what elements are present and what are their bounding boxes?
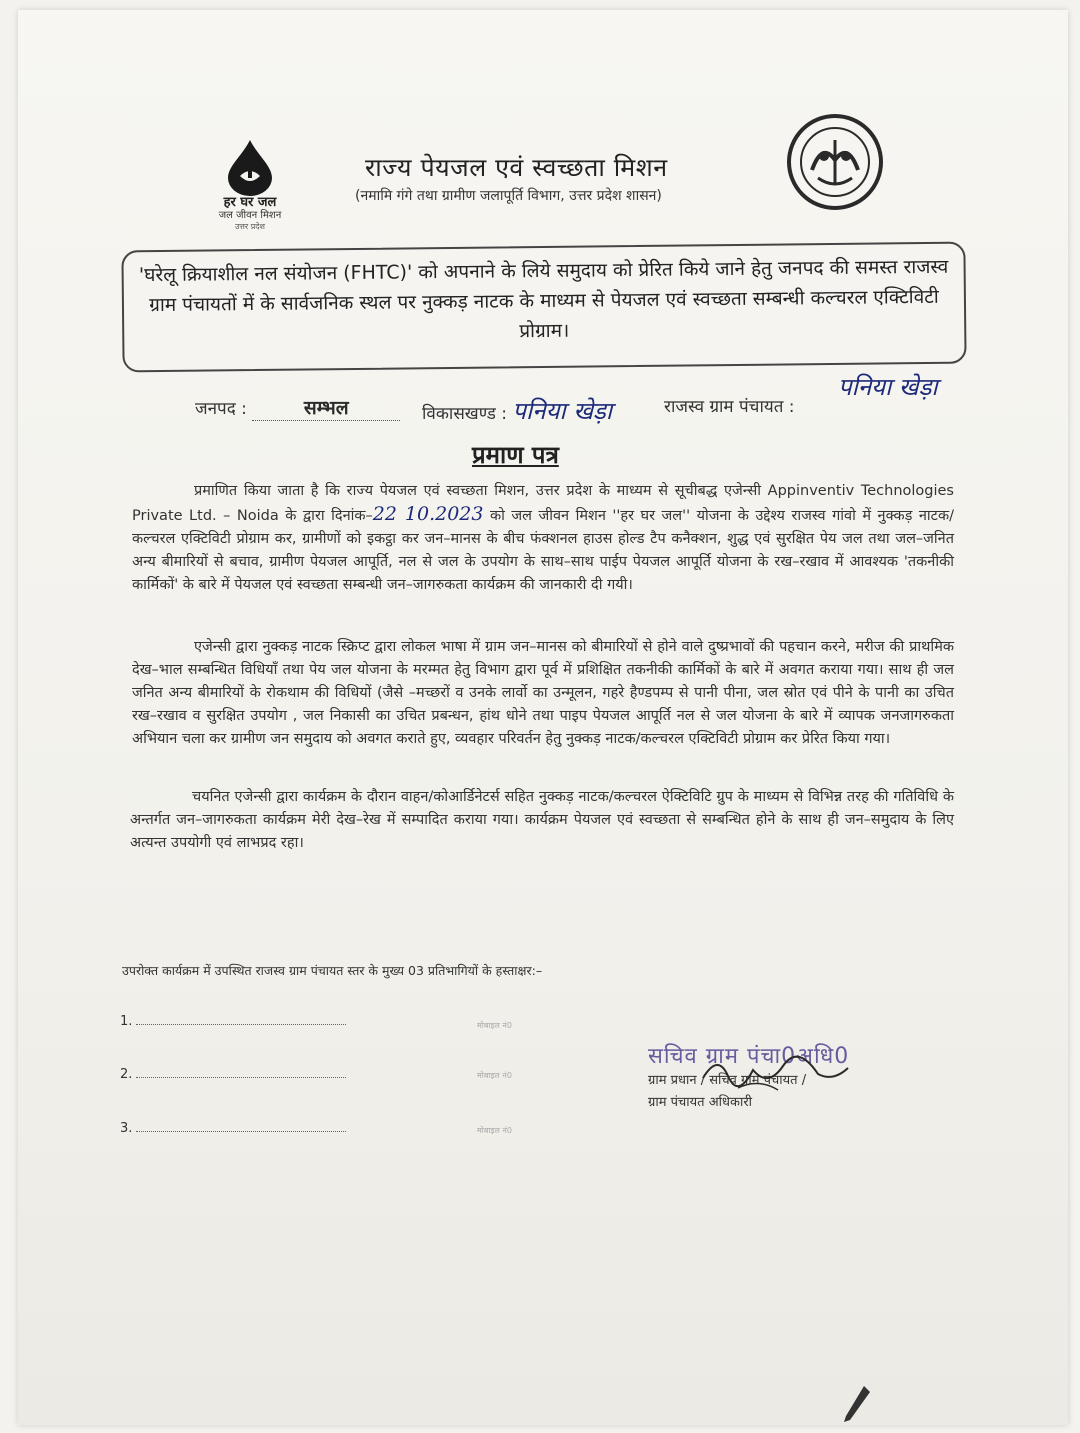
signature-number-2: 2.	[120, 1067, 133, 1082]
up-emblem-icon	[782, 112, 888, 212]
paragraph-1-text-b: को जल जीवन मिशन ''हर घर जल'' योजना के उद्देश्य राजस्व गांवो में नुक्कड़ नाटक/कल्चरल एक्टिविटी प्रोग्राम कर, ग्रामीणों को इकट्ठा कर जन–मानस के बीच फंक्शनल हाउस होल्ड टैप कनैक्शन, शुद्ध एवं सुरक्षित पेय जल तथा जल–जनित अन्य बीमारियों से बचाव, ग्रामीण पेयजल आपूर्ति, नल से जल के उपयोग के साथ–साथ पाईप पेयजल आपूर्ति योजना के रख–रखाव में आवश्यक 'तकनीकी कार्मिकों' के बारे में पेयजल एवं स्वच्छता सम्बन्धी जन–जागरुकता कार्यक्रम की जानकारी दी गयी।	[132, 508, 954, 593]
water-drop-icon	[220, 138, 280, 196]
panchayat-field	[664, 394, 795, 417]
signature-line-2	[120, 1067, 346, 1082]
district-value: सम्भल	[303, 397, 349, 419]
up-government-seal	[782, 112, 888, 216]
district-label: जनपद :	[195, 399, 247, 419]
logo-text-1: हर घर जल	[223, 195, 277, 210]
signature-line-1	[120, 1014, 346, 1029]
mobile-label-1: मोबाइल नं0	[477, 1021, 512, 1030]
header-title: राज्य पेयजल एवं स्वच्छता मिशन	[365, 153, 668, 182]
certificate-title: प्रमाण पत्र	[472, 441, 559, 469]
program-banner	[121, 242, 966, 373]
paragraph-3	[130, 786, 954, 855]
block-field	[422, 394, 612, 427]
pen-tip-icon	[842, 1384, 872, 1424]
mobile-label-2: मोबाइल नं0	[477, 1071, 512, 1080]
district-value-line	[252, 394, 400, 421]
official-stamp	[648, 1040, 908, 1114]
handwritten-date: 22 10.2023	[372, 503, 484, 525]
paragraph-2-text: एजेन्सी द्वारा नुक्कड़ नाटक स्क्रिप्ट द्वारा लोकल भाषा में ग्राम जन–मानस को बीमारियों से होने वाले दुष्प्रभावों की पहचान करने, मरीज की प्राथमिक देख–भाल सम्बन्धित विधियाँ तथा पेय जल योजना के मरम्मत हेतु विभाग द्वारा पूर्व में प्रशिक्षित तकनीकी कार्मिकों के बारे में अवगत कराया गया। साथ ही जल जनित अन्य बीमारियों के रोकथाम की विधियों (जैसे –मच्छरों व उनके लार्वो का उन्मूलन, गहरे हैण्डपम्प से पानी पीना, जल स्रोत एवं पीने के पानी का उचित रख–रखाव व सुरक्षित उपयोग , जल निकासी का उचित प्रबन्धन, हांथ धोने तथा पाइप पेयजल आपूर्ति नल से जल योजना के बारे में व्यापक जनजागरुकता अभियान चला कर ग्रामीण जन समुदाय को अवगत कराते हुए, व्यवहार परिवर्तन हेतु नुक्कड़ नाटक/कल्चरल एक्टिविटी प्रोग्राम कर प्रेरित किया गया।	[132, 639, 954, 747]
paragraph-1	[132, 480, 954, 597]
panchayat-value: पनिया खेड़ा	[838, 373, 938, 401]
stamp-line-2: ग्राम प्रधान / सचिव ग्राम पंचायत /	[648, 1073, 807, 1088]
har-ghar-jal-logo	[205, 138, 295, 232]
signature-number-3: 3.	[120, 1121, 133, 1136]
mobile-label-3: मोबाइल नं0	[477, 1126, 512, 1135]
logo-text-2: जल जीवन मिशन	[218, 210, 282, 221]
header-subtitle: (नमामि गंगे तथा ग्रामीण जलापूर्ति विभाग, उत्तर प्रदेश शासन)	[355, 188, 662, 204]
stamp-line-1: सचिव ग्राम पंचा0अधि0	[648, 1044, 850, 1069]
signature-line-3	[120, 1121, 346, 1136]
district-field	[195, 394, 400, 421]
stamp-line-3: ग्राम पंचायत अधिकारी	[648, 1095, 753, 1110]
handwritten-signature	[698, 1048, 858, 1098]
signature-number-1: 1.	[120, 1014, 133, 1029]
logo-text-3: उत्तर प्रदेश	[235, 222, 265, 231]
block-value: पनिया खेड़ा	[512, 397, 613, 425]
paragraph-3-text: चयनित एजेन्सी द्वारा कार्यक्रम के दौरान वाहन/कोआर्डिनेटर्स सहित नुक्कड़ नाटक/कल्चरल ऐक्टिविटि ग्रुप के माध्यम से विभिन्न तरह की गतिविधि के अन्तर्गत जन–जागरुकता कार्यक्रम मेरी देख–रेख में सम्पादित कराया गया। कार्यक्रम पेयजल एवं स्वच्छता से सम्बन्धित होने के साथ ही जन–समुदाय के लिए अत्यन्त उपयोगी एवं लाभप्रद रहा।	[130, 789, 954, 851]
panchayat-value-box	[838, 370, 938, 403]
signature-intro: उपरोक्त कार्यक्रम में उपस्थित राजस्व ग्राम पंचायत स्तर के मुख्य 03 प्रतिभागियों के हस्ताक्षर:–	[122, 963, 543, 978]
paragraph-2	[132, 636, 954, 751]
paragraph-1-text-a: प्रमाणित किया जाता है कि राज्य पेयजल एवं स्वच्छता मिशन, उत्तर प्रदेश के माध्यम से सूचीबद्ध एजेन्सी Appinventiv Technologies Private Ltd. – Noida के द्वारा दिनांक–	[132, 483, 954, 524]
block-label: विकासखण्ड :	[422, 404, 508, 424]
panchayat-label: राजस्व ग्राम पंचायत :	[664, 397, 795, 417]
banner-text: 'घरेलू क्रियाशील नल संयोजन (FHTC)' को अपनाने के लिये समुदाय को प्रेरित किये जाने हेतु जनपद की समस्त राजस्व ग्राम पंचायतों में के सार्वजनिक स्थल पर नुक्कड़ नाटक के माध्यम से पेयजल एवं स्वच्छता सम्बन्धी कल्चरल एक्टिविटी प्रोग्राम।	[138, 255, 949, 343]
